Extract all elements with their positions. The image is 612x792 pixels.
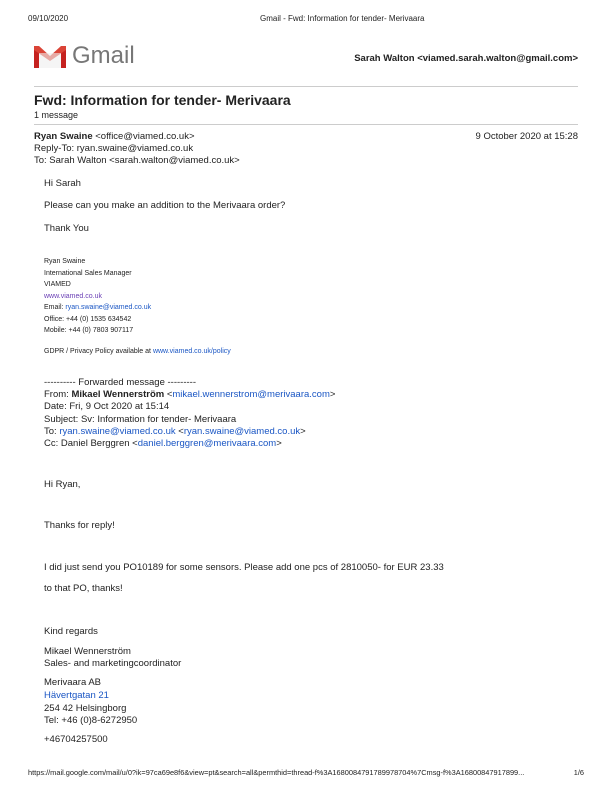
fw-company: Merivaara AB (44, 677, 102, 688)
signature (44, 256, 231, 357)
gdpr-label: GDPR / Privacy Policy available at (44, 347, 151, 355)
sender-line (34, 131, 195, 142)
fw-street-link[interactable]: Hävertgatan 21 (44, 689, 109, 701)
sender-name: Ryan Swaine (34, 131, 93, 142)
body-greeting: Hi Sarah (44, 178, 81, 189)
header-divider (34, 86, 578, 87)
forwarded-cc-label: Cc: Daniel Berggren < (44, 438, 138, 450)
body-thanks: Thank You (44, 223, 89, 234)
reply-to: Reply-To: ryan.swaine@viamed.co.uk (34, 143, 194, 154)
signature-title: International Sales Manager (44, 269, 132, 277)
sender-email: <office@viamed.co.uk> (95, 131, 195, 142)
fw-tel: Tel: +46 (0)8-6272950 (44, 715, 138, 727)
fw-signature-role: Sales- and marketingcoordinator (44, 657, 182, 669)
account-name: Sarah Walton <viamed.sarah.walton@gmail.com> (354, 53, 578, 64)
thread-subject: Fwd: Information for tender- Merivaara (34, 92, 291, 108)
forwarded-to-label: To: (44, 425, 57, 437)
fw-greeting: Hi Ryan, (44, 479, 81, 490)
signature-name: Ryan Swaine (44, 258, 86, 265)
gdpr-row (44, 346, 231, 358)
forwarded-subject: Subject: Sv: Information for tender- Merivaara (44, 413, 237, 425)
forwarded-header (44, 377, 335, 450)
fw-address (44, 677, 137, 728)
forwarded-divider: ---------- Forwarded message --------- (44, 377, 196, 388)
gdpr-link[interactable]: www.viamed.co.uk/policy (152, 347, 231, 355)
signature-office: Office: +44 (0) 1535 634542 (44, 315, 132, 323)
fw-regards: Kind regards (44, 626, 98, 637)
fw-thanks: Thanks for reply! (44, 520, 115, 531)
forwarded-from-name: Mikael Wennerström (71, 389, 165, 401)
gmail-wordmark: Gmail (72, 42, 135, 69)
forwarded-cc (44, 438, 335, 450)
signature-company: VIAMED (44, 281, 71, 288)
gmail-envelope-icon (34, 44, 66, 68)
forwarded-from: From: Mikael Wennerström <mikael.wennerstrom@merivaara.com> (44, 389, 336, 401)
print-page-number: 1/6 (573, 768, 584, 777)
forwarded-to-email[interactable]: ryan.swaine@viamed.co.uk (59, 425, 176, 437)
signature-email-row (44, 302, 231, 314)
signature-mobile: Mobile: +44 (0) 7803 907117 (44, 327, 134, 334)
message-count: 1 message (34, 110, 79, 120)
forwarded-to-email-2[interactable]: ryan.swaine@viamed.co.uk (183, 425, 301, 437)
fw-line-2: to that PO, thanks! (44, 583, 123, 594)
forwarded-to: To: ryan.swaine@viamed.co.uk <ryan.swaine@viamed.co.uk> (44, 425, 306, 437)
signature-website-link[interactable]: www.viamed.co.uk (44, 292, 102, 300)
print-title: Gmail - Fwd: Information for tender- Merivaara (260, 14, 425, 23)
message-date: 9 October 2020 at 15:28 (475, 131, 578, 142)
body-line: Please can you make an addition to the Merivaara order? (44, 200, 286, 211)
forwarded-date: Date: Fri, 9 Oct 2020 at 15:14 (44, 401, 170, 413)
recipient: To: Sarah Walton <sarah.walton@viamed.co.uk> (34, 155, 240, 166)
forwarded-from-label: From: (44, 389, 69, 401)
fw-city: 254 42 Helsingborg (44, 702, 127, 714)
fw-signature (44, 646, 181, 669)
fw-line: I did just send you PO10189 for some sensors. Please add one pcs of 2810050- for EUR 23.33 (44, 562, 444, 573)
signature-email-link[interactable]: ryan.swaine@viamed.co.uk (65, 304, 152, 311)
forwarded-cc-email[interactable]: daniel.berggren@merivaara.com (137, 438, 277, 450)
signature-email-label: Email: (44, 304, 64, 311)
gmail-logo (34, 44, 66, 73)
thread-divider (34, 124, 578, 125)
fw-signature-name: Mikael Wennerström (44, 646, 131, 657)
forwarded-cc-end: > (276, 438, 282, 450)
forwarded-from-email[interactable]: mikael.wennerstrom@merivaara.com (172, 389, 330, 401)
print-date: 09/10/2020 (28, 14, 69, 23)
fw-phone: +46704257500 (44, 734, 108, 745)
print-footer-url: https://mail.google.com/mail/u/0?ik=97ca69e8f6&view=pt&search=all&permthid=thread-f%3A1680084791789978704%7Cmsg-f%3A16800847917899... (28, 768, 525, 777)
